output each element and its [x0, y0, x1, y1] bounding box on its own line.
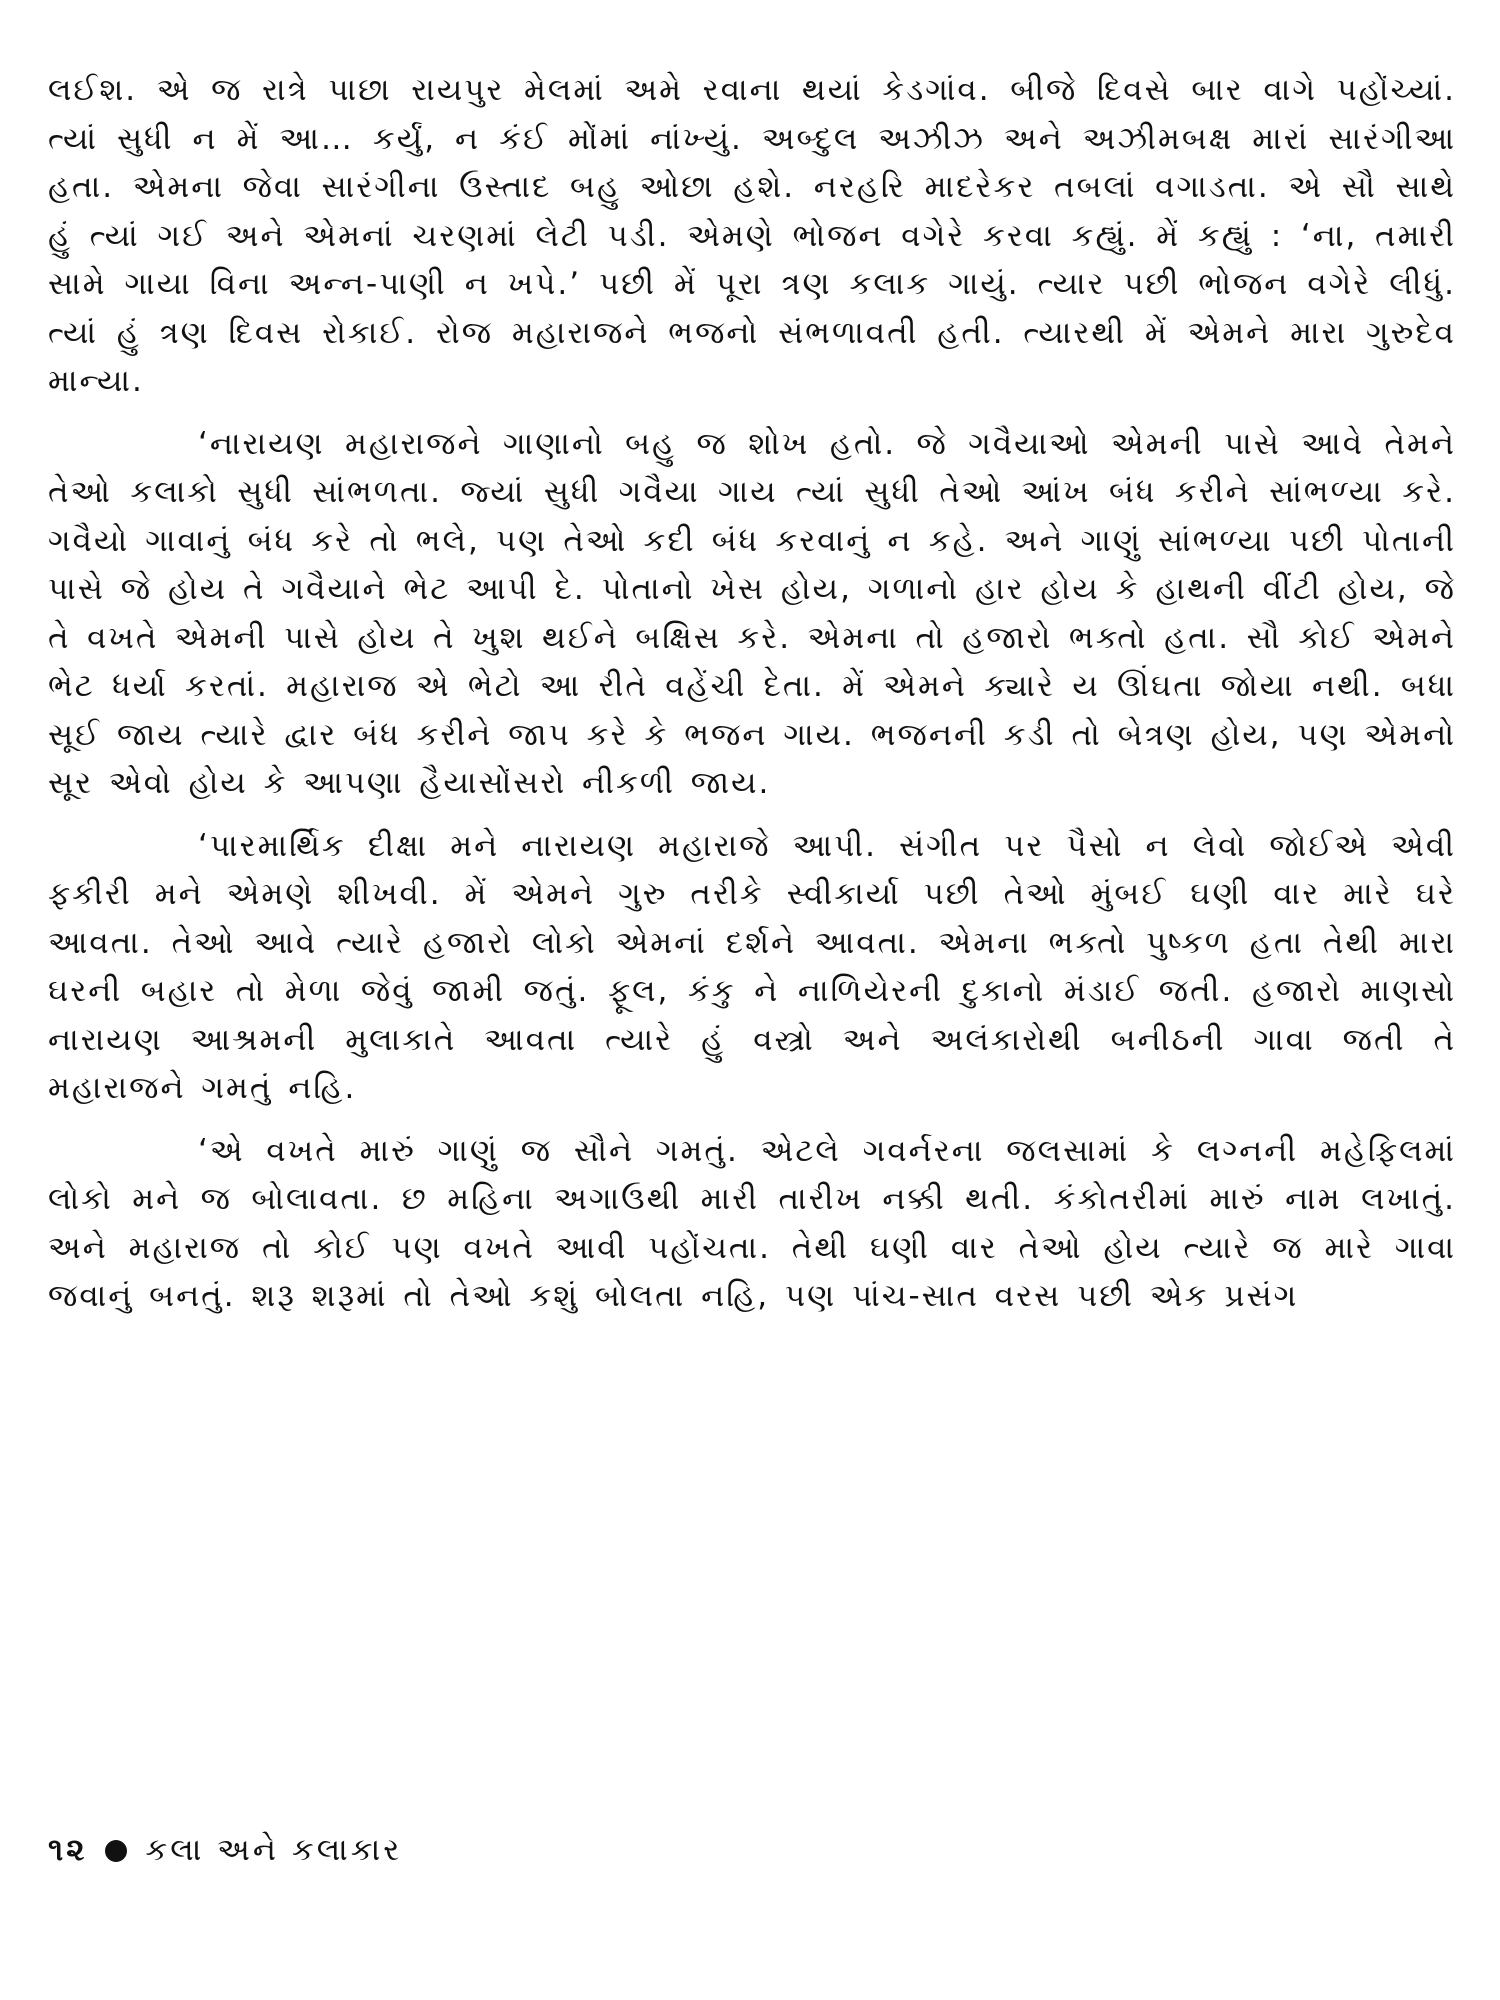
paragraph-2: ‘નારાયણ મહારાજને ગાણાનો બહુ જ શોખ હતો. જે ગવૈયાઓ એમની પાસે આવે તેમને તેઓ કલાકો સુધી સાંભળતા. જ્યાં સુધી ગવૈયા ગાય ત્યાં સુધી તેઓ આંખ બંધ કરીને સાંભળ્યા કરે. ગવૈયો ગાવાનું બંધ કરે તો ભલે, પણ તેઓ કદી બંધ કરવાનું ન કહે. અને ગાણું સાંભળ્યા પછી પોતાની પાસે જે હોય તે ગવૈયાને ભેટ આપી દે. પોતાનો ખેસ હોય, ગળાનો હાર હોય કે હાથની વીંટી હોય, જે તે વખતે એમની પાસે હોય તે ખુશ થઈને બક્ષિસ કરે. એમના તો હજારો ભક્તો હતા. સૌ કોઈ એમને ભેટ ધર્યા કરતાં. મહારાજ એ ભેટો આ રીતે વહેંચી દેતા. મેં એમને ક્યારે ય ઊંઘતા જોયા નથી. બધા સૂઈ જાય ત્યારે દ્વાર બંધ કરીને જાપ કરે કે ભજન ગાય. ભજનની કડી તો બેત્રણ હોય, પણ એમનો સૂર એવો હોય કે આપણા હૈયાસોંસરો નીકળી જાય. [48, 425, 1456, 801]
book-title: કલા અને કલાકાર [145, 1832, 403, 1868]
paragraph-4: ‘એ વખતે મારું ગાણું જ સૌને ગમતું. એટલે ગવર્નરના જલસામાં કે લગ્નની મહેફિલમાં લોકો મને જ બોલાવતા. છ મહિના અગાઉથી મારી તારીખ નક્કી થતી. કંકોતરીમાં મારું નામ લખાતું. અને મહારાજ તો કોઈ પણ વખતે આવી પહોંચતા. તેથી ઘણી વાર તેઓ હોય ત્યારે જ મારે ગાવા જવાનું બનતું. શરૂ શરૂમાં તો તેઓ કશું બોલતા નહિ, પણ પાંચ-સાત વરસ પછી એક પ્રસંગ [48, 1132, 1456, 1314]
page-footer [48, 1832, 402, 1869]
page-number: ૧૨ [48, 1832, 88, 1868]
paragraph-3: ‘પારમાર્થિક દીક્ષા મને નારાયણ મહારાજે આપી. સંગીત પર પૈસો ન લેવો જોઈએ એવી ફકીરી મને એમણે શીખવી. મેં એમને ગુરુ તરીકે સ્વીકાર્યા પછી તેઓ મુંબઈ ઘણી વાર મારે ઘરે આવતા. તેઓ આવે ત્યારે હજારો લોકો એમનાં દર્શને આવતા. એમના ભક્તો પુષ્કળ હતા તેથી મારા ઘરની બહાર તો મેળા જેવું જામી જતું. ફૂલ, કંકુ ને નાળિયેરની દુકાનો મંડાઈ જતી. હજારો માણસો નારાયણ આશ્રમની મુલાકાતે આવતા ત્યારે હું વસ્ત્રો અને અલંકારોથી બનીઠની ગાવા જતી તે મહારાજને ગમતું નહિ. [48, 827, 1456, 1106]
page-body [48, 66, 1456, 1786]
paragraph-1: લઈશ. એ જ રાત્રે પાછા રાયપુર મેલમાં અમે રવાના થયાં કેડગાંવ. બીજે દિવસે બાર વાગે પહોંચ્યાં. ત્યાં સુધી ન મેં આ… કર્યું, ન કંઈ મોંમાં નાંખ્યું. અબ્દુલ અઝીઝ અને અઝીમબક્ષ મારાં સારંગીઆ હતા. એમના જેવા સારંગીના ઉસ્તાદ બહુ ઓછા હશે. નરહરિ માદરેકર તબલાં વગાડતા. એ સૌ સાથે હું ત્યાં ગઈ અને એમનાં ચરણમાં લેટી પડી. એમણે ભોજન વગેરે કરવા કહ્યું. મેં કહ્યું : ‘ના, તમારી સામે ગાયા વિના અન્ન-પાણી ન ખપે.’ પછી મેં પૂરા ત્રણ કલાક ગાયું. ત્યાર પછી ભોજન વગેરે લીધું. ત્યાં હું ત્રણ દિવસ રોકાઈ. રોજ મહારાજને ભજનો સંભળાવતી હતી. ત્યારથી મેં એમને મારા ગુરુદેવ માન્યા. [48, 72, 1456, 399]
bullet-icon [105, 1840, 127, 1862]
